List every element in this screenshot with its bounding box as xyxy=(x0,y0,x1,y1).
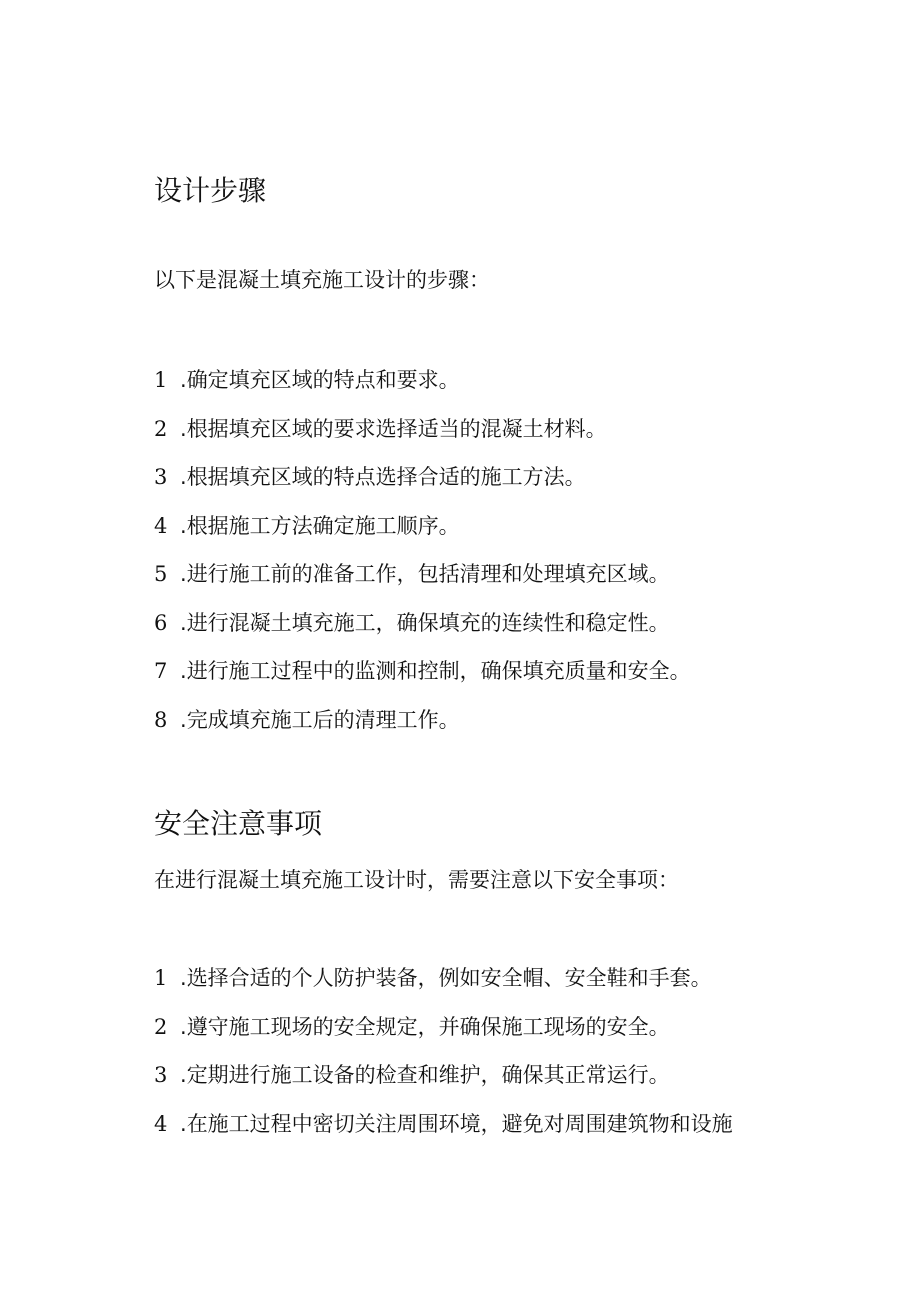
list-item-text: 根据填充区域的特点选择合适的施工方法。 xyxy=(186,465,586,489)
list-item-number: 4 xyxy=(154,513,168,538)
list-item-number: 2 xyxy=(154,1014,168,1039)
list-item xyxy=(154,560,691,609)
list-item xyxy=(154,1110,733,1159)
list-item-separator: . xyxy=(180,1111,187,1136)
list-item xyxy=(154,366,691,415)
list-item-number: 4 xyxy=(154,1111,168,1136)
safety-items-list xyxy=(154,964,733,1158)
list-item-separator: . xyxy=(180,1014,187,1039)
list-item-separator: . xyxy=(180,513,187,538)
list-item-number: 3 xyxy=(154,465,168,489)
list-item-number: 7 xyxy=(154,659,168,683)
list-item-number: 6 xyxy=(154,610,168,635)
list-item-separator: . xyxy=(180,659,187,683)
list-item xyxy=(154,463,691,512)
list-item-separator: . xyxy=(180,465,187,489)
list-item xyxy=(154,657,691,706)
section-intro-design-steps: 以下是混凝土填充施工设计的步骤： xyxy=(154,268,490,292)
section-title-design-steps: 设计步骤 xyxy=(154,174,267,207)
list-item-text: 进行混凝土填充施工，确保填充的连续性和稳定性。 xyxy=(186,610,670,635)
section-intro-safety: 在进行混凝土填充施工设计时，需要注意以下安全事项： xyxy=(154,868,679,892)
list-item-text: 完成填充施工后的清理工作。 xyxy=(186,707,460,732)
list-item-text: 确定填充区域的特点和要求。 xyxy=(186,368,460,392)
list-item-separator: . xyxy=(180,368,187,392)
list-item-number: 8 xyxy=(154,707,168,732)
list-item-separator: . xyxy=(180,1063,187,1087)
list-item-text: 定期进行施工设备的检查和维护，确保其正常运行。 xyxy=(186,1063,670,1087)
list-item-number: 2 xyxy=(154,416,168,441)
list-item-separator: . xyxy=(180,610,187,635)
list-item-text: 根据施工方法确定施工顺序。 xyxy=(186,513,460,538)
section-title-safety: 安全注意事项 xyxy=(154,807,323,840)
list-item-number: 3 xyxy=(154,1063,168,1087)
design-steps-list xyxy=(154,366,691,754)
list-item-separator: . xyxy=(180,416,187,441)
list-item xyxy=(154,512,691,561)
list-item-number: 1 xyxy=(154,368,168,392)
list-item xyxy=(154,1013,733,1062)
list-item xyxy=(154,415,691,464)
list-item-separator: . xyxy=(180,562,187,586)
list-item-text: 进行施工前的准备工作，包括清理和处理填充区域。 xyxy=(186,562,670,586)
list-item-text: 遵守施工现场的安全规定，并确保施工现场的安全。 xyxy=(186,1014,670,1039)
list-item xyxy=(154,964,733,1013)
list-item-text: 在施工过程中密切关注周围环境，避免对周围建筑物和设施 xyxy=(186,1111,733,1136)
list-item-separator: . xyxy=(180,966,187,990)
list-item-number: 5 xyxy=(154,562,168,586)
list-item xyxy=(154,1061,733,1110)
list-item-number: 1 xyxy=(154,966,168,990)
list-item-separator: . xyxy=(180,707,187,732)
list-item xyxy=(154,609,691,658)
list-item-text: 进行施工过程中的监测和控制，确保填充质量和安全。 xyxy=(186,659,691,683)
list-item xyxy=(154,706,691,755)
list-item-text: 选择合适的个人防护装备，例如安全帽、安全鞋和手套。 xyxy=(186,966,712,990)
list-item-text: 根据填充区域的要求选择适当的混凝土材料。 xyxy=(186,416,607,441)
